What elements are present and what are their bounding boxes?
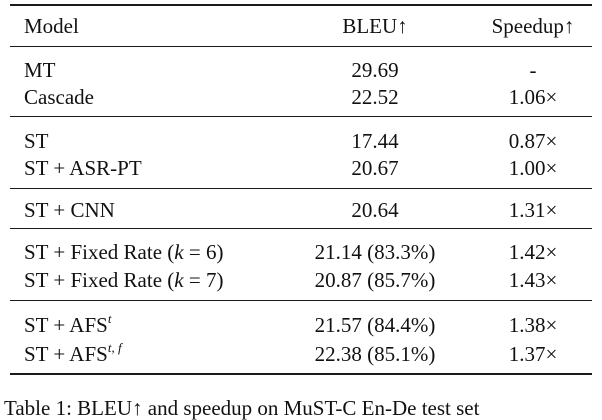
- table-row-model: MT: [24, 58, 56, 82]
- table-row-speedup: 1.37×: [508, 342, 558, 366]
- model-prefix: ST + Fixed Rate (: [24, 268, 175, 292]
- header-bleu: BLEU↑: [342, 14, 408, 38]
- table-group-rule: [10, 228, 592, 229]
- table-row-model: Cascade: [24, 85, 94, 109]
- table-group-rule: [10, 300, 592, 301]
- table-row-model: [24, 342, 122, 366]
- table-row-speedup: 1.42×: [508, 240, 558, 264]
- header-speedup: Speedup↑: [491, 14, 575, 38]
- model-prefix: ST + Fixed Rate (: [24, 240, 175, 264]
- header-model: Model: [24, 14, 79, 38]
- model-superscript: t, f: [107, 340, 122, 355]
- table-row-speedup: 1.38×: [508, 313, 558, 337]
- table-row-bleu: 22.38 (85.1%): [314, 342, 436, 366]
- table-row-speedup: -: [529, 58, 537, 82]
- model-variable: k: [174, 240, 184, 264]
- table-row-model: ST + CNN: [24, 198, 115, 222]
- table-row-model: [24, 240, 223, 264]
- table-caption: Table 1: BLEU↑ and speedup on MuST-C En-De test set: [4, 396, 480, 420]
- table-group-rule: [10, 116, 592, 117]
- table-top-rule: [10, 4, 592, 6]
- model-label: ST + AFS: [24, 313, 108, 337]
- table-row-model: [24, 313, 111, 337]
- table-row-model: ST + ASR-PT: [24, 156, 142, 180]
- table-row-speedup: 1.31×: [508, 198, 558, 222]
- table-row-bleu: 20.64: [351, 198, 399, 222]
- table-row-bleu: 22.52: [351, 85, 399, 109]
- model-variable: k: [174, 268, 184, 292]
- table-group-rule: [10, 188, 592, 189]
- table-row-bleu: 29.69: [351, 58, 399, 82]
- model-label: ST + AFS: [24, 342, 108, 366]
- model-suffix: = 7): [183, 268, 224, 292]
- table-row-model: [24, 268, 223, 292]
- table-row-bleu: 21.14 (83.3%): [314, 240, 436, 264]
- model-suffix: = 6): [183, 240, 224, 264]
- table-row-model: ST: [24, 129, 49, 153]
- table-row-speedup: 1.06×: [508, 85, 558, 109]
- table-bottom-rule: [10, 373, 592, 375]
- table-row-bleu: 21.57 (84.4%): [314, 313, 436, 337]
- table-header-rule: [10, 46, 592, 47]
- table-row-speedup: 0.87×: [508, 129, 558, 153]
- model-superscript: t: [107, 311, 112, 326]
- table-row-bleu: 20.87 (85.7%): [314, 268, 436, 292]
- table-row-bleu: 17.44: [351, 129, 399, 153]
- table-row-bleu: 20.67: [351, 156, 399, 180]
- table-row-speedup: 1.00×: [508, 156, 558, 180]
- table-row-speedup: 1.43×: [508, 268, 558, 292]
